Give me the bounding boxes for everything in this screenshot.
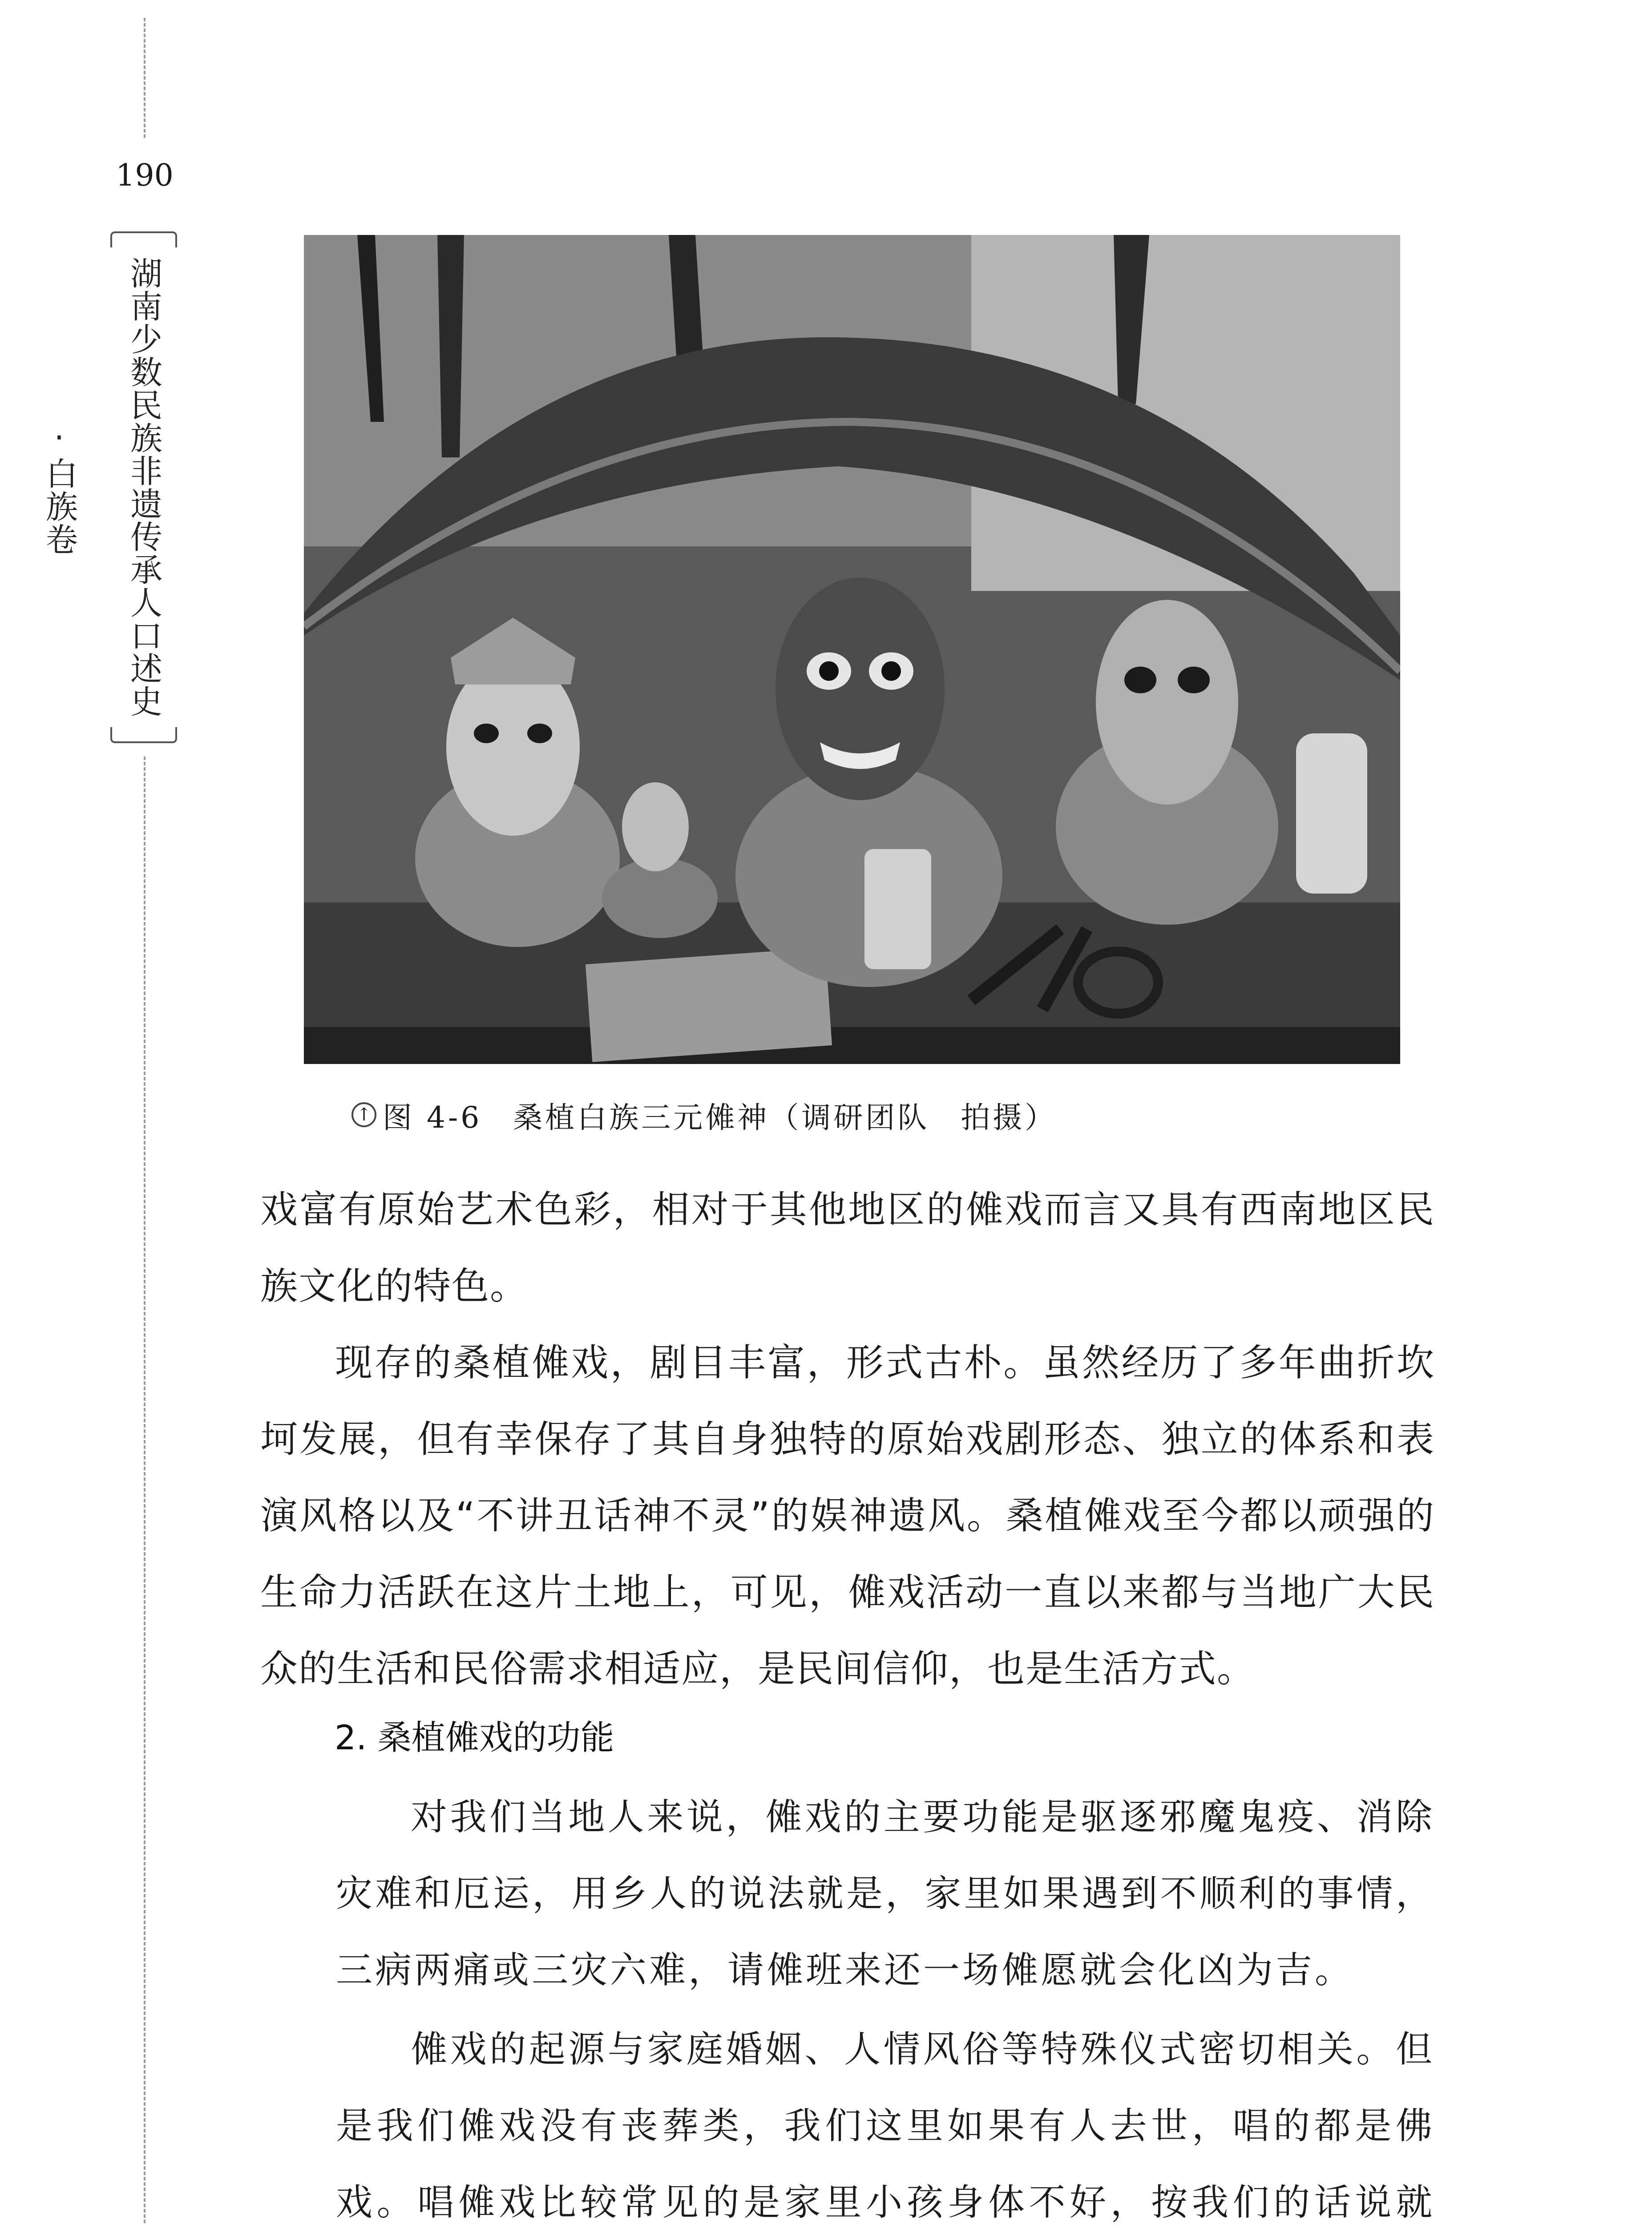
margin-rule-bottom	[144, 756, 145, 2225]
quote-paragraph: 傩戏的起源与家庭婚姻、人情风俗等特殊仪式密切相关。但是我们傩戏没有丧葬类，我们这里如果有人去世，唱的都是佛戏。唱傩戏比较常见的是家里小孩身体不好，按我们的话说就	[336, 2028, 1435, 2224]
figure-label: 图 4-6	[383, 1100, 482, 1135]
masks-photo-illustration	[304, 235, 1400, 1064]
running-head-bracket-bottom	[110, 727, 177, 743]
body-paragraph: 戏富有原始艺术色彩，相对于其他地区的傩戏而言又具有西南地区民族文化的特色。	[260, 1188, 1435, 1308]
figure-caption	[351, 1095, 1375, 1135]
quote-paragraph: 对我们当地人来说，傩戏的主要功能是驱逐邪魔鬼疫、消除灾难和厄运，用乡人的说法就是，家里如果遇到不顺利的事情，三病两痛或三灾六难，请傩班来还一场傩愿就会化凶为吉。	[336, 1796, 1435, 1991]
section-heading: 2. 桑植傩戏的功能	[335, 1718, 614, 1757]
margin-rule-top	[144, 18, 145, 138]
figure-photo	[304, 235, 1400, 1064]
running-head	[40, 231, 186, 743]
up-arrow-circle-icon: ↑	[351, 1102, 376, 1127]
running-head-text: 湖南少数民族非遗传承人口述史·白族卷	[40, 257, 162, 718]
page-number: 190	[116, 158, 174, 193]
body-paragraph: 现存的桑植傩戏，剧目丰富，形式古朴。虽然经历了多年曲折坎坷发展，但有幸保存了其自身独特的原始戏剧形态、独立的体系和表演风格以及“不讲丑话神不灵”的娱神遗风。桑植傩戏至今都以顽强的生命力活跃在这片土地上，可见，傩戏活动一直以来都与当地广大民众的生活和民俗需求相适应，是民间信仰，也是生活方式。	[260, 1341, 1435, 1691]
figure-caption-text: 桑植白族三元傩神（调研团队	[513, 1100, 930, 1135]
figure-credit: 拍摄）	[961, 1100, 1057, 1135]
running-head-bracket-top	[110, 231, 177, 247]
